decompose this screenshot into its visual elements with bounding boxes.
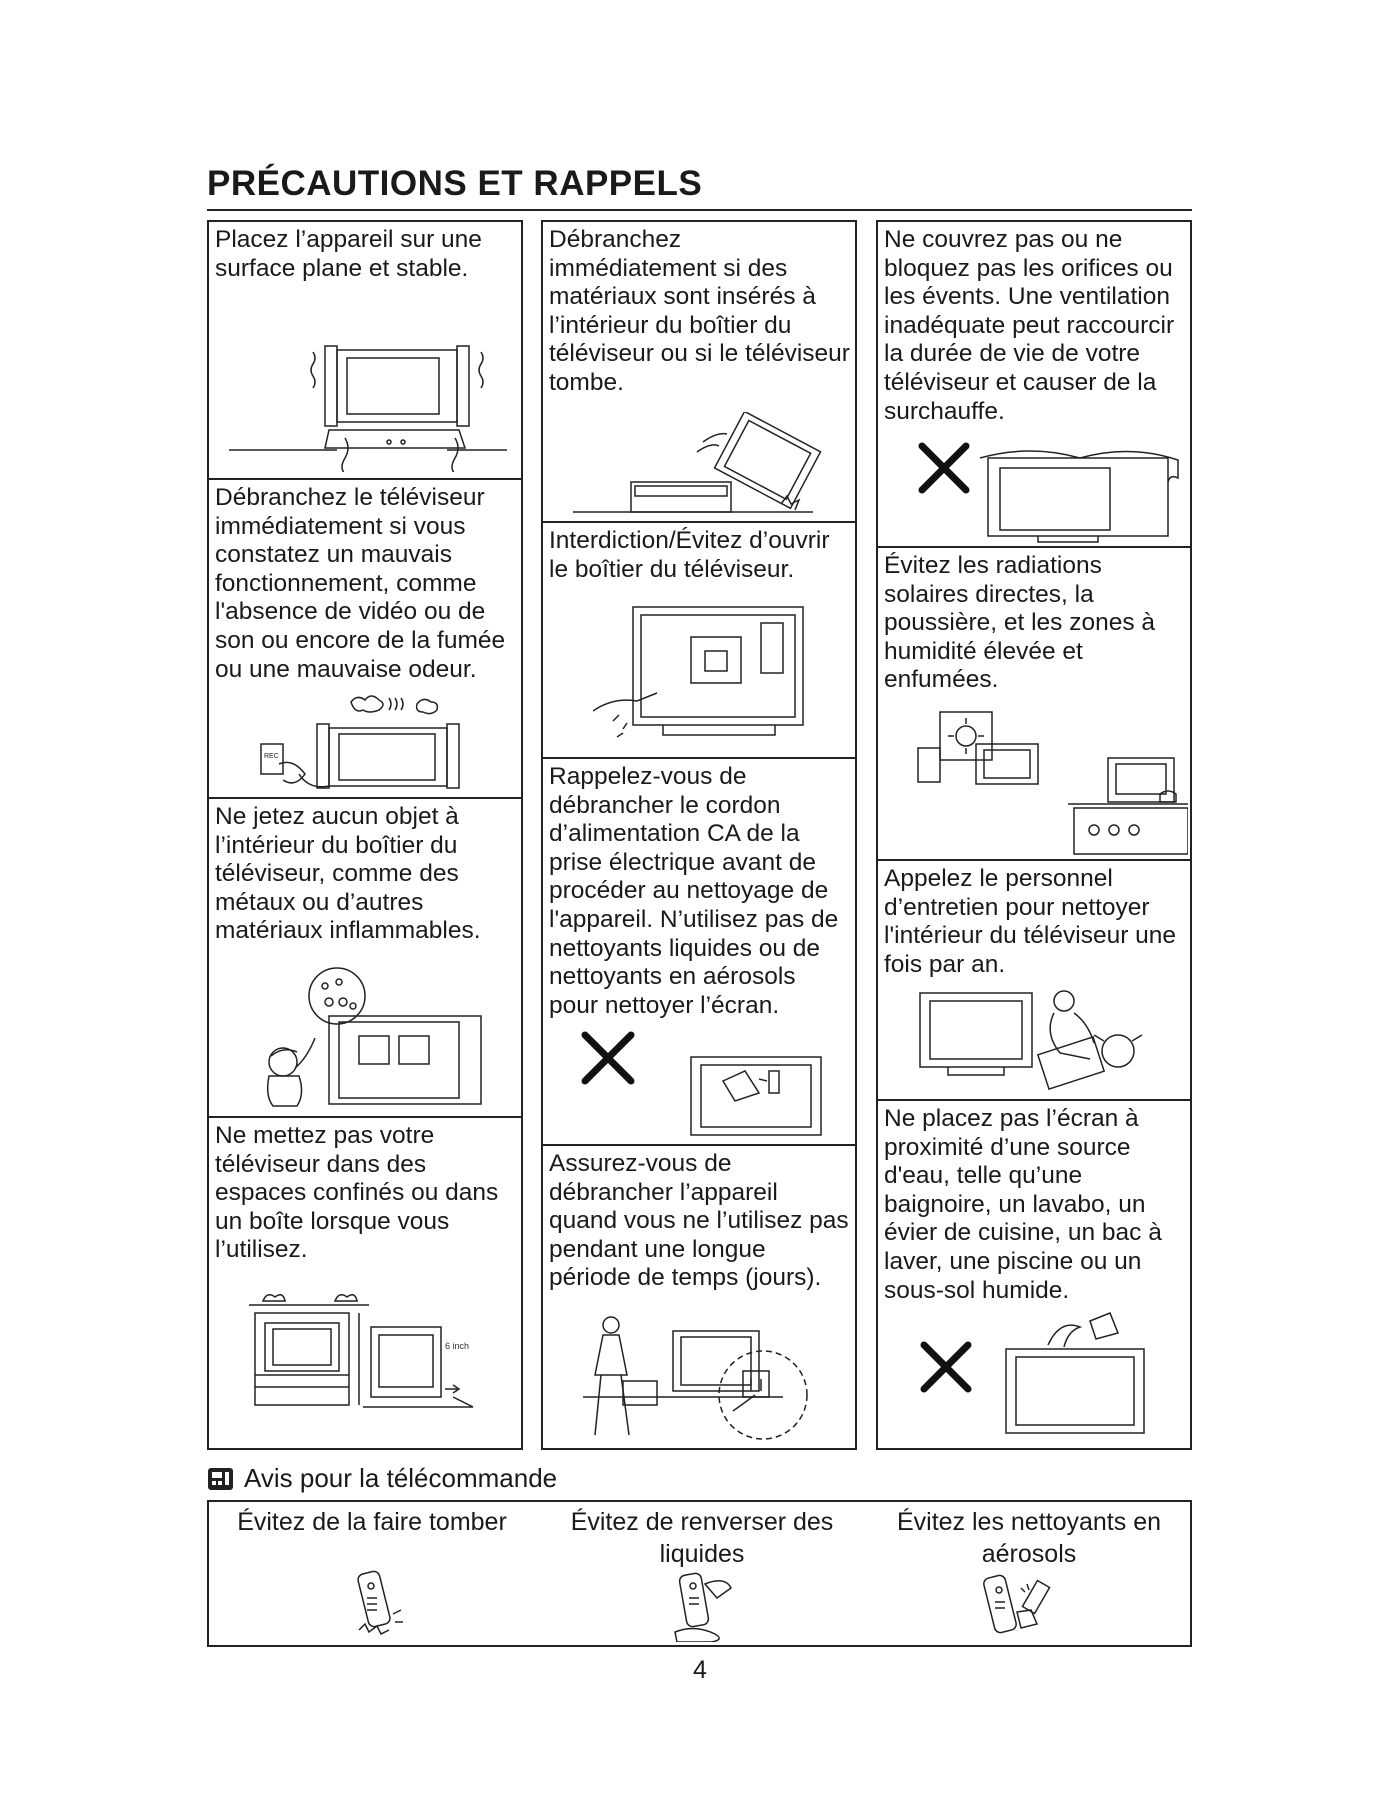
precaution-cell	[878, 861, 1190, 1101]
precaution-cell	[209, 480, 521, 799]
no-spray-on-screen-icon	[573, 1027, 833, 1143]
precaution-text: Débranchez le téléviseur immédiatement si vous constatez un mauvais fonctionnement, comme l'absence de vidéo ou de son ou encore de la fumée ou une mauvaise odeur.	[215, 484, 506, 683]
precaution-cell	[878, 222, 1190, 548]
remote-item	[539, 1502, 865, 1645]
rec-label: REC	[264, 753, 279, 760]
precaution-text: Assurez-vous de débrancher l’appareil quand vous ne l’utilisez pas pendant une longue période de temps (jours).	[549, 1150, 849, 1292]
precaution-text: Évitez les radiations solaires directes, la poussière, et les zones à humidité élevée et enfumées.	[884, 552, 1156, 694]
sun-kitchen-tv-icon	[908, 708, 1188, 858]
precaution-text: Appelez le personnel d’entretien pour nettoyer l'intérieur du téléviseur une fois par an.	[884, 865, 1177, 978]
precaution-text: Interdiction/Évitez d’ouvrir le boîtier du téléviseur.	[549, 527, 830, 583]
precaution-text: Placez l’appareil sur une surface plane et stable.	[215, 226, 482, 282]
precaution-cell	[209, 1118, 521, 1448]
precaution-text: Débranchez immédiatement si des matériaux sont insérés à l’intérieur du boîtier du téléviseur ou si le téléviseur tombe.	[549, 226, 850, 396]
tv-falling-icon	[573, 412, 843, 520]
remote-heading-text: Avis pour la télécommande	[244, 1463, 558, 1493]
no-water-near-tv-icon	[918, 1309, 1188, 1439]
precaution-cell	[543, 222, 855, 523]
tv-objects-child-icon	[259, 964, 489, 1109]
technician-cleaning-tv-icon	[918, 989, 1188, 1097]
precaution-cell	[878, 1101, 1190, 1448]
precaution-cell	[543, 523, 855, 759]
title-rule	[207, 209, 1192, 211]
remote-item-text: Évitez de renverser des liquides	[570, 1508, 834, 1568]
remote-item-text: Évitez de la faire tomber	[237, 1508, 507, 1536]
tv-back-screwdriver-icon	[593, 603, 823, 753]
precautions-column-3	[876, 220, 1192, 1450]
precaution-text: Ne couvrez pas ou ne bloquez pas les orifices ou les évents. Une ventilation inadéquate peut raccourcir la durée de vie de votre téléviseur et causer de la surchauffe.	[884, 226, 1175, 425]
remote-liquid-spill-icon	[669, 1570, 739, 1642]
remote-notice-box	[207, 1500, 1192, 1647]
precaution-text: Ne mettez pas votre téléviseur dans des espaces confinés ou dans un boîte lorsque vous l’utilisez.	[215, 1122, 499, 1264]
page-number: 4	[693, 1656, 707, 1684]
precaution-cell	[209, 799, 521, 1118]
tv-on-stand-icon	[229, 322, 509, 472]
page-title: PRÉCAUTIONS ET RAPPELS	[207, 164, 703, 203]
precaution-cell	[209, 222, 521, 480]
remote-item-text: Évitez les nettoyants en aérosols	[896, 1508, 1162, 1568]
tv-smoke-unplug-icon	[259, 690, 489, 795]
remote-control-icon	[207, 1467, 234, 1491]
precaution-text: Ne jetez aucun objet à l’intérieur du boîtier du téléviseur, comme des métaux ou d’autres matériaux inflammables.	[215, 803, 481, 945]
precaution-text: Ne placez pas l’écran à proximité d’une source d'eau, telle qu’une baignoire, un lavabo, un évier de cuisine, un bac à laver, une piscine ou un sous-sol humide.	[884, 1105, 1162, 1304]
tv-in-cabinet-icon	[249, 1283, 489, 1423]
remote-item	[209, 1502, 535, 1645]
precaution-cell	[878, 548, 1190, 861]
precautions-column-1	[207, 220, 523, 1450]
precaution-cell	[543, 759, 855, 1146]
remote-aerosol-icon	[981, 1570, 1061, 1642]
person-leaving-unplugged-tv-icon	[583, 1311, 833, 1446]
precaution-text: Rappelez-vous de débrancher le cordon d’alimentation CA de la prise électrique avant de procéder au nettoyage de l'appareil. N’utilisez pas de nettoyants liquides ou de nettoyants en aérosols pour nettoyer l’écran.	[549, 763, 839, 1019]
remote-dropping-icon	[349, 1570, 409, 1642]
no-covering-tv-icon	[918, 442, 1188, 546]
six-inch-label: 6 inch	[445, 1341, 470, 1351]
remote-item	[866, 1502, 1192, 1645]
precautions-column-2	[541, 220, 857, 1450]
precaution-cell	[543, 1146, 855, 1448]
